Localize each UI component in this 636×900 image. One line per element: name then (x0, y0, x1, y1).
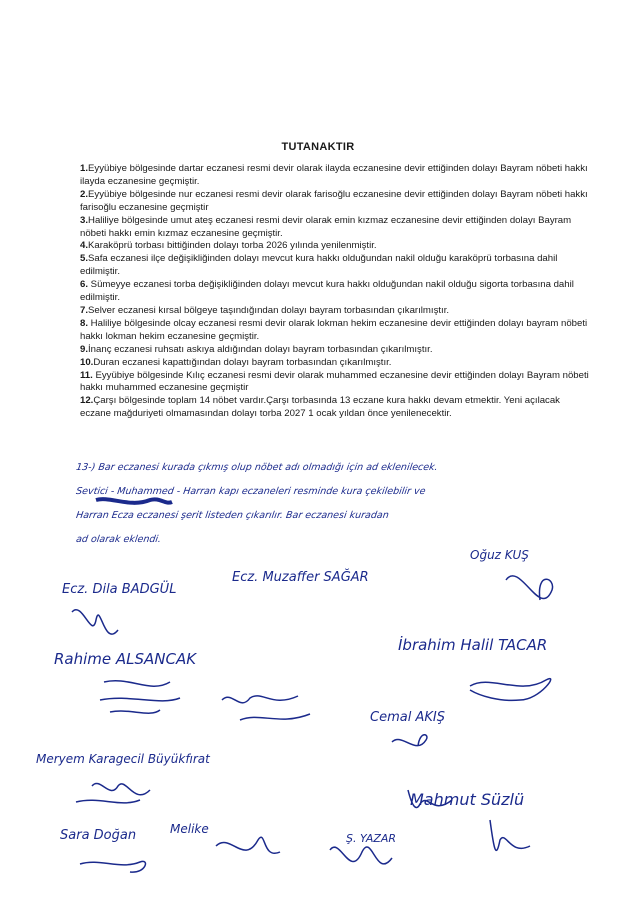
item-number: 7. (80, 304, 89, 316)
item-text: Haliliye bölgesinde olcay eczanesi resmi devir olarak lokman hekim eczanesine devir ettiğinden dolayı bayram nöbeti hakkı lokman hekim eczanesine geçmiştir. (80, 317, 588, 342)
item-text: Karaköprü torbası bittiğinden dolayı torba 2026 yılında yenilenmiştir. (88, 240, 377, 252)
handwritten-note-line: Sevtici - Muhammed - Harran kapı eczaneleri resminde kura çekilebilir ve (75, 486, 427, 497)
item-text: Sümeyye eczanesi torba değişikliğinden dolayı mevcut kura hakkı olduğundan nakil olduğu sigorta torbasına dahil edilmiştir. (80, 279, 574, 304)
signature-name: Mahmut Süzlü (410, 790, 525, 809)
item-number: 9. (80, 343, 89, 355)
item-text: Selver eczanesi kırsal bölgeye taşındığından dolayı bayram torbasından çıkarılmıştır. (88, 304, 450, 316)
signature-mark (76, 783, 150, 802)
signature-mark (80, 861, 145, 872)
item-text: Çarşı bölgesinde toplam 14 nöbet vardır.Çarşı torbasında 13 eczane kura hakkı devam etmektir. Yeni açılacak eczane mağduriyeti olmamasından dolayı torba 2027 1 ocak yıldan önce yenilenecektir. (80, 395, 560, 420)
signature-name: Sara Doğan (60, 828, 137, 843)
item-text: Haliliye bölgesinde umut ateş eczanesi resmi devir olarak emin kızmaz eczanesine devir ettiğinden dolayı Bayram nöbeti hakkı emin kızmaz eczanesine geçmiştir. (80, 214, 572, 239)
signature-mark (470, 679, 551, 701)
signature-name: Ecz. Muzaffer SAĞAR (232, 570, 369, 585)
handwritten-note-line: Harran Ecza eczanesi şerit listeden çıkarılır. Bar eczanesi kuradan (75, 510, 390, 521)
handwritten-note-line: 13-) Bar eczanesi kurada çıkmış olup nöbet adı olmadığı için ad eklenilecek. (75, 462, 439, 473)
signature-name: Ecz. Dila BADGÜL (62, 582, 177, 597)
item-text: Eyyübiye bölgesinde Kılıç eczanesi resmi devir olarak muhammed eczanesine devir ettiğinden dolayı Bayram nöbeti hakkı muhammed eczanesine geçmiştir (80, 369, 589, 394)
item-number: 5. (80, 253, 89, 265)
signature-name: Cemal AKIŞ (370, 710, 445, 725)
item-number: 4. (80, 240, 89, 252)
signature-name: Melike (170, 822, 209, 836)
signature-mark (330, 847, 392, 864)
handwritten-note-line: ad olarak eklendi. (75, 534, 162, 545)
signature-name: İbrahim Halil TACAR (398, 636, 548, 654)
item-number: 2. (80, 188, 89, 200)
signature-mark (72, 610, 118, 634)
item-text: İnanç eczanesi ruhsatı askıya aldığından dolayı bayram torbasından çıkarılmıştır. (88, 343, 433, 355)
item-number: 8. (80, 317, 89, 329)
signature-name: Ş. YAZAR (346, 832, 397, 845)
item-number: 3. (80, 214, 89, 226)
signature-mark (506, 576, 553, 600)
item-number: 12. (80, 395, 94, 407)
item-text: Eyyübiye bölgesinde nur eczanesi resmi devir olarak farisoğlu eczanesine devir ettiğinden dolayı Bayram nöbeti hakkı farisoğlu eczanesine geçmiştir (80, 188, 588, 213)
item-number: 1. (80, 163, 89, 174)
signature-mark (490, 820, 530, 850)
item-number: 11. (80, 369, 93, 381)
item-number: 6. (80, 279, 89, 291)
note-crossout (96, 499, 172, 503)
item-text: Safa eczanesi ilçe değişikliğinden dolayı mevcut kura hakkı olduğundan nakil olduğu karaköprü torbasına dahil edilmiştir. (80, 253, 558, 278)
signature-mark (222, 696, 310, 720)
signature-name: Rahime ALSANCAK (54, 650, 197, 668)
item-number: 10. (80, 356, 94, 368)
signature-name: Meryem Karagecil Büyükfırat (36, 752, 210, 766)
item-text: Duran eczanesi kapattığından dolayı bayram torbasından çıkarılmıştır. (93, 356, 392, 368)
signature-mark (216, 837, 280, 853)
item-text: Eyyübiye bölgesinde dartar eczanesi resmi devir olarak ilayda eczanesine devir ettiğinden dolayı Bayram nöbeti hakkı ilayda eczanesine geçmiştir. (80, 163, 588, 187)
document-title: TUTANAKTIR (281, 141, 355, 153)
signature-name: Oğuz KUŞ (470, 548, 529, 562)
signature-mark (392, 735, 427, 746)
signature-mark (100, 681, 180, 713)
